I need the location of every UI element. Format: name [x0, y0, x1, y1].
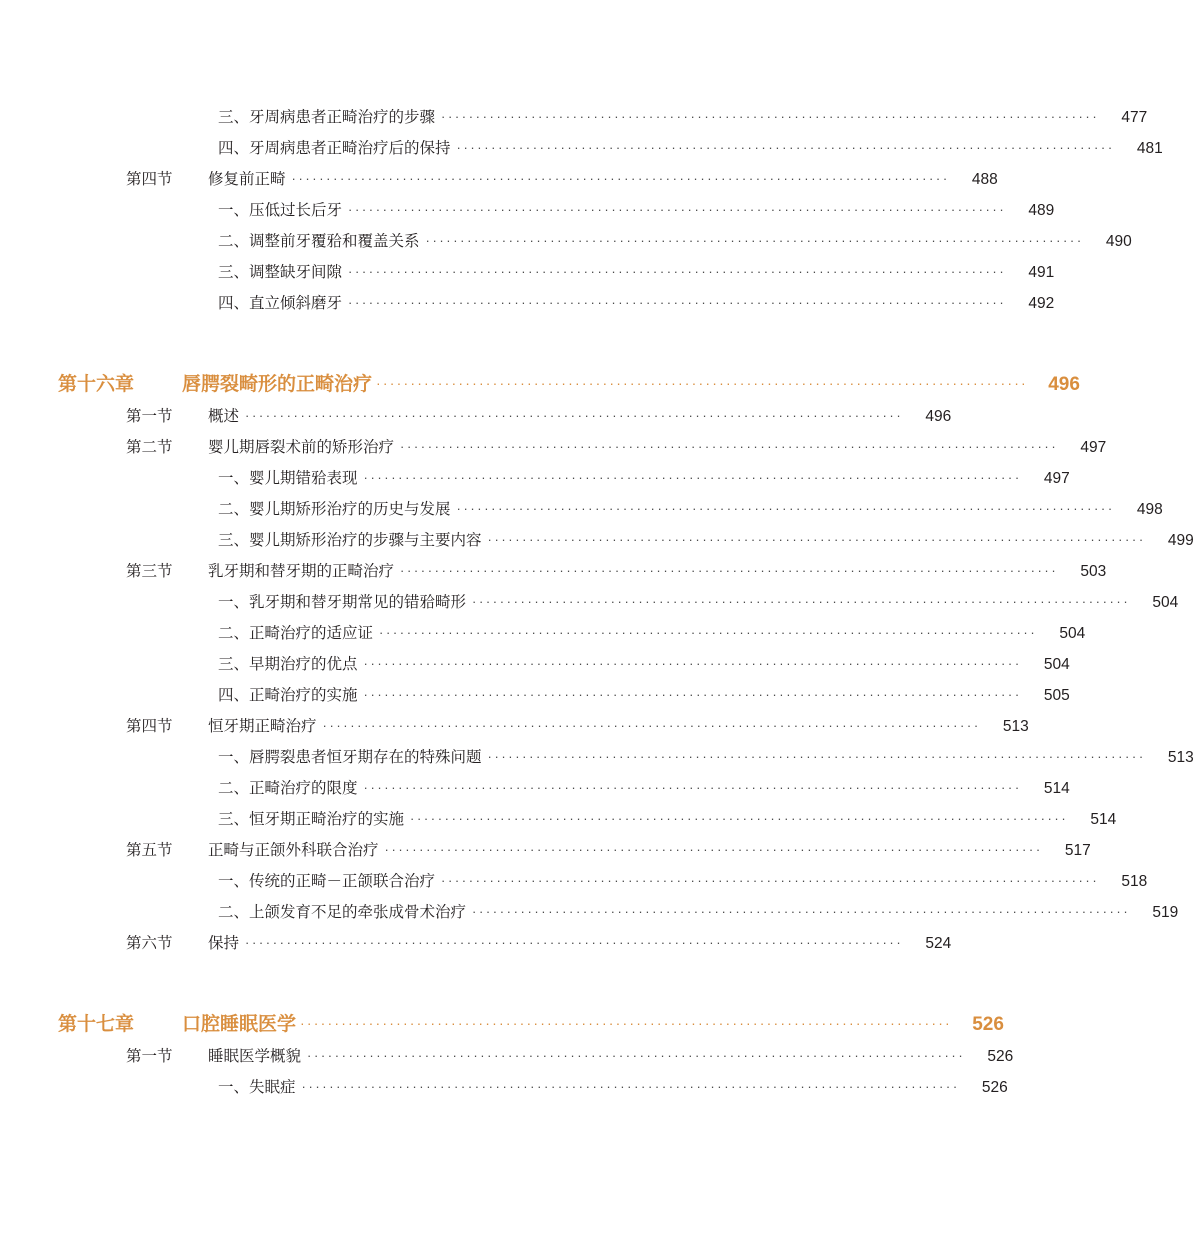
- item-title: 三、调整缺牙间隙: [218, 264, 343, 281]
- dot-leader: ·······························································································: [425, 233, 1084, 248]
- chapter-title: 口腔睡眠医学: [182, 1014, 297, 1035]
- spacer: [58, 327, 712, 369]
- toc-item-row[interactable]: [58, 749, 1194, 781]
- chapter-title: 唇腭裂畸形的正畸治疗: [182, 374, 373, 395]
- section-title: 恒牙期正畸治疗: [208, 718, 317, 735]
- toc-chapter-row[interactable]: [58, 369, 1080, 409]
- dot-leader: ·······························································································: [379, 625, 1038, 640]
- toc-item-row[interactable]: [58, 501, 1163, 533]
- dot-leader: ·······························································································: [363, 780, 1022, 795]
- section-title: 保持: [208, 935, 240, 952]
- item-page-number: 492: [1028, 295, 1055, 312]
- toc-chapter-row[interactable]: [58, 1009, 1004, 1049]
- section-number: 第一节: [126, 408, 173, 425]
- dot-leader: ·······························································································: [376, 375, 1028, 391]
- toc-item-row[interactable]: [58, 594, 1179, 626]
- dot-leader: ·······························································································: [348, 264, 1007, 279]
- dot-leader: ·······························································································: [456, 501, 1115, 516]
- toc-section-row[interactable]: [58, 718, 1029, 750]
- section-number: 第五节: [126, 842, 173, 859]
- toc-section-row[interactable]: [58, 935, 952, 967]
- dot-leader: ·······························································································: [363, 470, 1022, 485]
- toc-item-row[interactable]: [58, 656, 1070, 688]
- section-page-number: 497: [1080, 439, 1107, 456]
- dot-leader: ·······························································································: [487, 532, 1146, 547]
- toc-item-row[interactable]: [58, 904, 1179, 936]
- item-page-number: 477: [1121, 109, 1148, 126]
- item-page-number: 489: [1028, 202, 1055, 219]
- toc-item-row[interactable]: [58, 470, 1070, 502]
- item-page-number: 497: [1043, 470, 1070, 487]
- item-page-number: 513: [1167, 749, 1194, 766]
- section-number: 第三节: [126, 563, 173, 580]
- toc-item-row[interactable]: [58, 780, 1070, 812]
- item-title: 三、早期治疗的优点: [218, 656, 358, 673]
- dot-leader: ·······························································································: [307, 1048, 966, 1063]
- dot-leader: ·······························································································: [472, 904, 1131, 919]
- dot-leader: ·······························································································: [400, 439, 1059, 454]
- item-page-number: 504: [1152, 594, 1179, 611]
- dot-leader: ·······························································································: [487, 749, 1146, 764]
- toc-section-row[interactable]: [58, 563, 1107, 595]
- item-page-number: 504: [1059, 625, 1086, 642]
- item-page-number: 505: [1043, 687, 1070, 704]
- item-title: 四、正畸治疗的实施: [218, 687, 358, 704]
- dot-leader: ·······························································································: [384, 842, 1043, 857]
- section-title: 婴儿期唇裂术前的矫形治疗: [208, 439, 395, 456]
- toc-item-row[interactable]: [58, 109, 1148, 141]
- dot-leader: ·······························································································: [441, 109, 1100, 124]
- item-title: 四、直立倾斜磨牙: [218, 295, 343, 312]
- item-title: 二、调整前牙覆𬌗和覆盖关系: [218, 233, 420, 250]
- dot-leader: ·······························································································: [441, 873, 1100, 888]
- dot-leader: ·······························································································: [348, 202, 1007, 217]
- item-title: 二、正畸治疗的限度: [218, 780, 358, 797]
- dot-leader: ·······························································································: [363, 687, 1022, 702]
- item-page-number: 499: [1167, 532, 1194, 549]
- dot-leader: ·······························································································: [300, 1015, 952, 1031]
- item-title: 一、失眠症: [218, 1079, 296, 1096]
- toc-section-row[interactable]: [58, 171, 998, 203]
- item-page-number: 481: [1136, 140, 1163, 157]
- dot-leader: ·······························································································: [472, 594, 1131, 609]
- chapter-number: 第十七章: [58, 1014, 135, 1035]
- item-title: 一、压低过长后牙: [218, 202, 343, 219]
- toc-section-row[interactable]: [58, 408, 952, 440]
- item-page-number: 490: [1105, 233, 1132, 250]
- item-title: 二、上颌发育不足的牵张成骨术治疗: [218, 904, 467, 921]
- toc-item-row[interactable]: [58, 873, 1148, 905]
- item-title: 三、牙周病患者正畸治疗的步骤: [218, 109, 436, 126]
- dot-leader: ·······························································································: [363, 656, 1022, 671]
- toc-section-row[interactable]: [58, 1048, 1014, 1080]
- toc-item-row[interactable]: [58, 625, 1086, 657]
- section-page-number: 513: [1002, 718, 1029, 735]
- chapter-page-number: 496: [1048, 374, 1080, 395]
- dot-leader: ·······························································································: [245, 935, 904, 950]
- toc-item-row[interactable]: [58, 687, 1070, 719]
- spacer: [58, 967, 712, 1009]
- dot-leader: ·······························································································: [410, 811, 1069, 826]
- item-page-number: 519: [1152, 904, 1179, 921]
- item-page-number: 526: [981, 1079, 1008, 1096]
- section-page-number: 503: [1080, 563, 1107, 580]
- toc-item-row[interactable]: [58, 1079, 1008, 1111]
- section-page-number: 496: [925, 408, 952, 425]
- section-number: 第六节: [126, 935, 173, 952]
- item-title: 一、唇腭裂患者恒牙期存在的特殊问题: [218, 749, 482, 766]
- section-page-number: 526: [987, 1048, 1014, 1065]
- item-title: 三、婴儿期矫形治疗的步骤与主要内容: [218, 532, 482, 549]
- section-title: 正畸与正颌外科联合治疗: [208, 842, 379, 859]
- dot-leader: ·······························································································: [400, 563, 1059, 578]
- item-page-number: 518: [1121, 873, 1148, 890]
- item-title: 三、恒牙期正畸治疗的实施: [218, 811, 405, 828]
- dot-leader: ·······························································································: [245, 408, 904, 423]
- section-page-number: 488: [971, 171, 998, 188]
- toc-item-row[interactable]: [58, 811, 1117, 843]
- dot-leader: ·······························································································: [456, 140, 1115, 155]
- dot-leader: ·······························································································: [301, 1079, 960, 1094]
- section-number: 第一节: [126, 1048, 173, 1065]
- toc-section-row[interactable]: [58, 439, 1107, 471]
- section-page-number: 517: [1064, 842, 1091, 859]
- section-number: 第四节: [126, 718, 173, 735]
- item-page-number: 498: [1136, 501, 1163, 518]
- section-title: 修复前正畸: [208, 171, 286, 188]
- section-title: 概述: [208, 408, 240, 425]
- item-page-number: 504: [1043, 656, 1070, 673]
- toc-item-row[interactable]: [58, 532, 1194, 564]
- item-title: 一、婴儿期错𬌗表现: [218, 470, 358, 487]
- section-number: 第二节: [126, 439, 173, 456]
- toc-section-row[interactable]: [58, 842, 1091, 874]
- chapter-page-number: 526: [972, 1014, 1004, 1035]
- section-page-number: 524: [925, 935, 952, 952]
- dot-leader: ·······························································································: [348, 295, 1007, 310]
- toc-list: [58, 109, 1194, 1111]
- toc-item-row[interactable]: [58, 295, 1055, 327]
- item-title: 一、乳牙期和替牙期常见的错𬌗畸形: [218, 594, 467, 611]
- toc-item-row[interactable]: [58, 140, 1163, 172]
- item-page-number: 514: [1090, 811, 1117, 828]
- chapter-number: 第十六章: [58, 374, 135, 395]
- item-page-number: 491: [1028, 264, 1055, 281]
- toc-item-row[interactable]: [58, 264, 1055, 296]
- item-title: 二、正畸治疗的适应证: [218, 625, 374, 642]
- item-page-number: 514: [1043, 780, 1070, 797]
- section-number: 第四节: [126, 171, 173, 188]
- toc-item-row[interactable]: [58, 202, 1055, 234]
- dot-leader: ·······························································································: [291, 171, 950, 186]
- item-title: 二、婴儿期矫形治疗的历史与发展: [218, 501, 451, 518]
- item-title: 四、牙周病患者正畸治疗后的保持: [218, 140, 451, 157]
- toc-item-row[interactable]: [58, 233, 1132, 265]
- item-title: 一、传统的正畸－正颌联合治疗: [218, 873, 436, 890]
- section-title: 乳牙期和替牙期的正畸治疗: [208, 563, 395, 580]
- dot-leader: ·······························································································: [322, 718, 981, 733]
- section-title: 睡眠医学概貌: [208, 1048, 302, 1065]
